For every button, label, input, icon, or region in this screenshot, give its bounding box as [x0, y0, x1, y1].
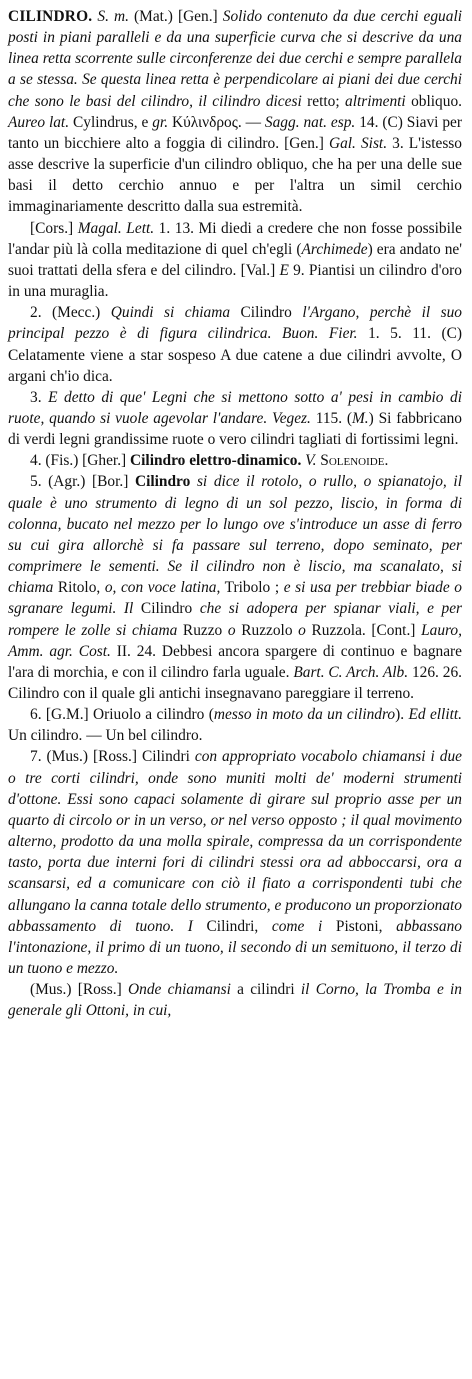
body-text: 5. (Agr.) [Bor.]	[30, 473, 135, 491]
body-text: Pistoni,	[322, 917, 397, 935]
body-text: Ruzzo	[177, 621, 228, 639]
body-text: Ruzzolo	[235, 621, 299, 639]
italic-text: V.	[305, 452, 317, 470]
sense-paragraph	[8, 746, 462, 979]
italic-text: o	[298, 621, 306, 639]
sense-paragraph	[8, 450, 462, 471]
sense-paragraph	[8, 387, 462, 450]
italic-text: Lauro, Amm. agr. Cost.	[8, 621, 462, 660]
body-text: 126. 26. Cilindro con il quale gli antichi insegnavano pareggiare il terreno.	[8, 663, 462, 702]
bold-term: Cilindro	[134, 473, 191, 491]
body-text: a cilindri	[230, 981, 301, 999]
body-text: 1. 5. 11. (C) Celatamente viene a star sospeso A due catene a due cilindri avvolte, O argani ch'io dica.	[8, 325, 462, 385]
body-text: Un cilindro. — Un bel cilindro.	[8, 727, 203, 745]
body-text: 9. Piantisi un cilindro d'oro in una muraglia.	[8, 261, 462, 301]
body-text: Cilindro	[133, 600, 200, 618]
body-text: (Mat.) [Gen.]	[128, 8, 223, 25]
body-text: retto;	[301, 92, 345, 110]
italic-text: S. m.	[97, 8, 129, 25]
italic-text: come i	[271, 917, 323, 935]
italic-text: Quindi si chiama	[110, 304, 231, 322]
body-text: (Mus.) [Ross.]	[30, 981, 129, 999]
italic-text: o, con voce latina,	[104, 579, 221, 597]
italic-text: Bart. C. Arch. Alb.	[293, 663, 409, 681]
italic-text: con appropriato vocabolo chiamansi i due o tre corti cilindri, onde sono muniti molti de' moderni strumenti d'ottone. Essi sono capaci solamente di girare sul proprio asse per un quarto di circolo or in un verso, or nel verso opposto ; il qual movimento alterno, prodotto da una molla spirale, compressa da un corrispondente tasto, porta due interni fori di cilindri stessi ora ad abboccarsi, ora a scansarsi, ed a comunicare con ciò il fiato a corrispondenti tubi che allungano la canna totale dello strumento, e producono un proporzionato abbassamento di tuono. I	[8, 748, 462, 935]
italic-text: si dice il rotolo, o rullo, o spianatojo, il quale è uno strumento di legno di un sol pezzo, liscio, in forma di colonna, bucato nel mezzo per lo lungo ove s'introduce un asse di ferro su cui gira allorchè si fa passare sul terreno, dopo seminato, per comprimere le sementi. Se il cilindro non è liscio, ma scanalato, si chiama	[8, 473, 462, 597]
sense-paragraph	[8, 218, 462, 303]
body-text: Cilindri,	[192, 917, 272, 935]
body-text: 3.	[30, 388, 49, 406]
italic-text: messo in moto da un cilindro	[213, 706, 396, 724]
body-text: 1. 13. Mi diedi a credere che non fosse possibile l'andar più là colla meditazione di quel ch'egli (	[8, 219, 462, 258]
body-text: [Cors.]	[30, 219, 78, 237]
italic-text: e si usa per trebbiar biade o sgranare legumi. Il	[8, 579, 462, 618]
italic-text: Ed ellitt.	[408, 706, 463, 724]
body-text: ) Si fabbricano di verdi legni grandissime ruote o vero cilindri tagliati di fortissimi legni.	[8, 409, 463, 449]
body-text: Ruzzola. [Cont.]	[305, 621, 422, 639]
italic-text: Magal. Lett.	[77, 219, 155, 237]
body-text: 115. (	[310, 409, 352, 427]
italic-text: o	[227, 621, 236, 639]
italic-text: l'Argano, perchè il suo principal pezzo è di figura cilindrica. Buon. Fier.	[8, 304, 463, 343]
body-text: obliquo.	[405, 92, 462, 110]
headword: CILINDRO.	[8, 8, 93, 25]
italic-text: Gal. Sist.	[328, 134, 388, 152]
body-text: 14. (C) Siavi per tanto un bicchiere alto a foggia di cilindro. [Gen.]	[8, 113, 463, 152]
body-text: 3. L'istesso asse descrive la superficie d'un cilindro obliquo, che ha per una delle sue basi il detto cerchio annuo e per l'altra un simil cerchio immaginariamente descritto dalla sua estremità.	[8, 134, 462, 216]
body-text: Ritolo,	[53, 579, 105, 597]
italic-text: Solido contenuto da due cerchi eguali posti in piani paralleli e da una superficie curva che si descrive da una linea retta scorrente sulle circonferenze dei due cerchi e sempre parallela a se stessa. Se questa linea retta è perpendicolare ai piani dei due cerchi che sono le basi del cilindro, il cilindro dicesi	[8, 8, 462, 110]
body-text: 4. (Fis.) [Gher.]	[30, 452, 131, 470]
body-text: II. 24. Debbesi ancora spargere di continuo e bagnare l'ara di morchia, e con il cilindro farla uguale.	[8, 642, 462, 681]
italic-text: Archimede	[301, 240, 368, 258]
body-text: Κύλινδρος. —	[168, 113, 265, 131]
sense-paragraph	[8, 704, 462, 746]
italic-text: che si adopera per spianar viali, e per rompere le zolle si chiama	[8, 600, 463, 639]
body-text: Cylindrus, e	[69, 113, 153, 131]
italic-text: E detto di que' Legni che si mettono sotto a' pesi in cambio di ruote, quando si vuole agevolar l'andare. Vegez.	[8, 388, 463, 427]
bold-term: Cilindro elettro-dinamico.	[130, 452, 302, 470]
cross-reference: Solenoide.	[320, 452, 389, 470]
italic-text: gr.	[152, 113, 169, 131]
body-text	[190, 473, 197, 490]
body-text: Tribolo ;	[220, 579, 284, 597]
sense-paragraph	[8, 471, 462, 704]
sense-paragraph	[8, 979, 462, 1021]
italic-text: il Corno, la Tromba e in generale gli Ottoni, in cui,	[8, 981, 462, 1020]
body-text: 7. (Mus.) [Ross.] Cilindri	[30, 748, 195, 766]
entry-definition-paragraph	[8, 6, 462, 218]
body-text: ) era andato ne' suoi trattati della sfera e del cilindro. [Val.]	[8, 240, 463, 279]
body-text: ).	[395, 706, 409, 724]
italic-text: altrimenti	[345, 92, 406, 110]
body-text: Cilindro	[230, 304, 303, 322]
italic-text: Onde chiamansi	[128, 981, 231, 999]
body-text: 2. (Mecc.)	[30, 304, 111, 322]
sense-paragraph	[8, 302, 462, 387]
italic-text: E	[279, 261, 289, 279]
entry-cilindro	[8, 6, 462, 1022]
italic-text: Sagg. nat. esp.	[264, 113, 356, 131]
italic-text: Aureo lat.	[8, 113, 70, 131]
italic-text: abbassano l'intonazione, il primo di un tuono, il secondo di un semituono, il terzo di un tuono e mezzo.	[8, 917, 462, 978]
italic-text: M.	[351, 409, 369, 427]
body-text: 6. [G.M.] Oriuolo a cilindro (	[30, 706, 214, 724]
